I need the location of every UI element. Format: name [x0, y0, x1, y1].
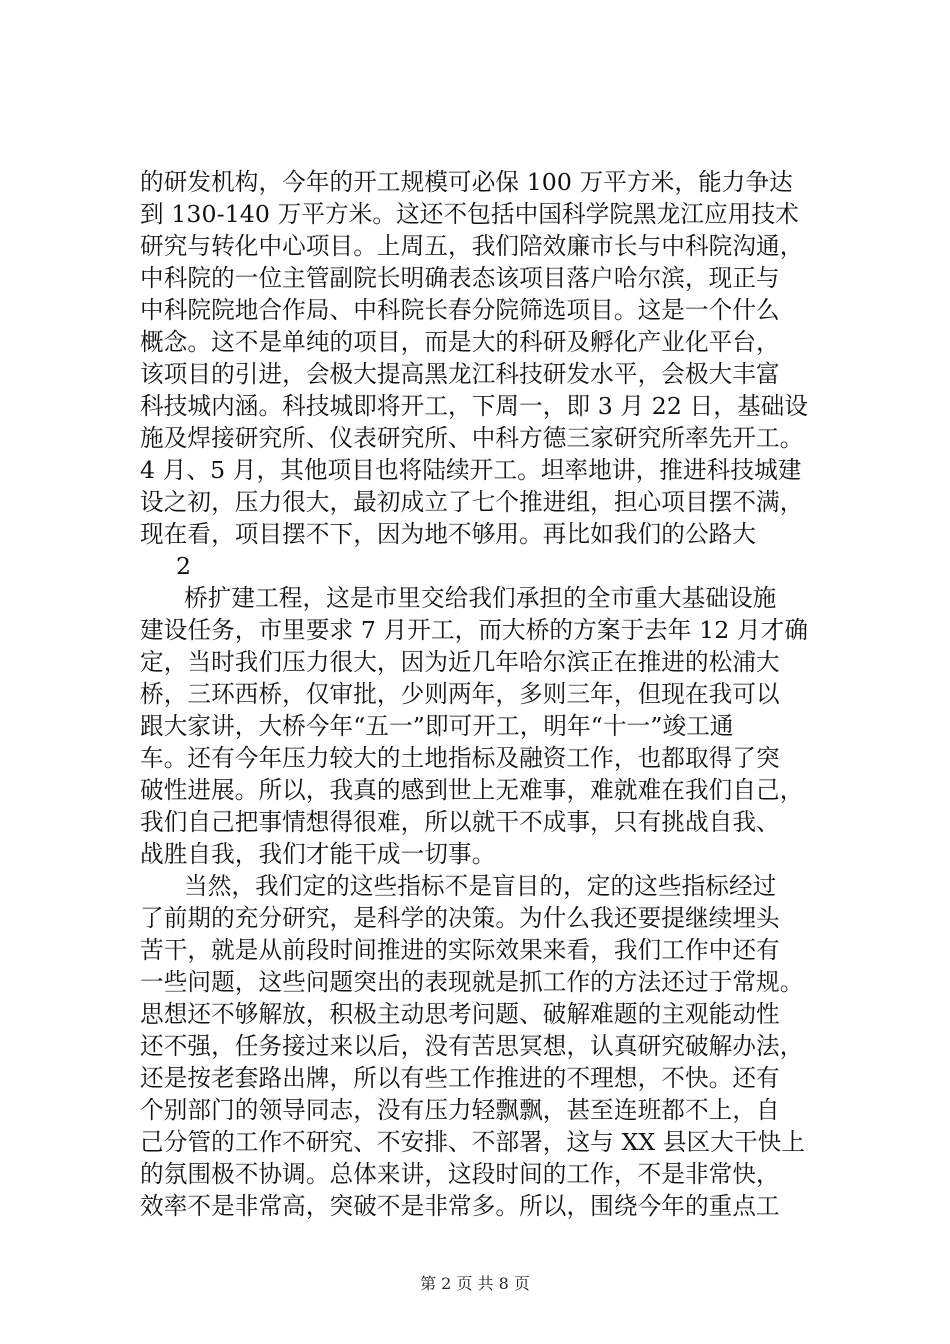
text-line: 跟大家讲，大桥今年“五一”即可开工，明年“十一”竣工通: [140, 712, 734, 740]
paragraph-3: [140, 870, 830, 1222]
inline-page-number: 2: [176, 552, 192, 580]
text-line: 我们自己把事情想得很难，所以就干不成事，只有挑战自我、: [140, 808, 780, 836]
text-line: 现在看，项目摆不下，因为地不够用。再比如我们的公路大: [140, 520, 757, 548]
text-line: 一些问题，这些问题突出的表现就是抓工作的方法还过于常规。: [140, 968, 804, 996]
text-line: 效率不是非常高，突破不是非常多。所以，围绕今年的重点工: [140, 1192, 780, 1220]
text-line: 还不强，任务接过来以后，没有苦思冥想，认真研究破解办法，: [140, 1032, 804, 1060]
text-line: 该项目的引进，会极大提高黑龙江科技研发水平，会极大丰富: [140, 360, 780, 388]
text-line: 中科院院地合作局、中科院长春分院筛选项目。这是一个什么: [140, 296, 780, 324]
paragraph-1: [140, 166, 830, 550]
text-line: 建设任务，市里要求 7 月开工，而大桥的方案于去年 12 月才确: [140, 616, 809, 644]
text-line: 还是按老套路出牌，所以有些工作推进的不理想，不快。还有: [140, 1064, 780, 1092]
text-line: 己分管的工作不研究、不安排、不部署，这与 XX 县区大干快上: [140, 1128, 806, 1156]
text-line: 的研发机构，今年的开工规模可必保 100 万平方米，能力争达: [140, 168, 793, 196]
text-line: 的氛围极不协调。总体来讲，这段时间的工作，不是非常快，: [140, 1160, 780, 1188]
text-line: 概念。这不是单纯的项目，而是大的科研及孵化产业化平台，: [140, 328, 780, 356]
text-line: 桥，三环西桥，仅审批，少则两年，多则三年，但现在我可以: [140, 680, 780, 708]
text-line: 当然，我们定的这些指标不是盲目的，定的这些指标经过: [184, 872, 777, 900]
text-line: 施及焊接研究所、仪表研究所、中科方德三家研究所率先开工。: [140, 424, 804, 452]
text-line: 研究与转化中心项目。上周五，我们陪效廉市长与中科院沟通，: [140, 232, 804, 260]
paragraph-2: [140, 582, 830, 870]
document-body: [140, 166, 830, 1222]
text-line: 设之初，压力很大，最初成立了七个推进组，担心项目摆不满，: [140, 488, 804, 516]
text-line: 定，当时我们压力很大，因为近几年哈尔滨正在推进的松浦大: [140, 648, 780, 676]
text-line: 战胜自我，我们才能干成一切事。: [140, 840, 496, 868]
text-line: 到 130-140 万平方米。这还不包括中国科学院黑龙江应用技术: [140, 200, 799, 228]
text-line: 苦干，就是从前段时间推进的实际效果来看，我们工作中还有: [140, 936, 780, 964]
text-line: 科技城内涵。科技城即将开工，下周一，即 3 月 22 日，基础设: [140, 392, 809, 420]
text-line: 了前期的充分研究，是科学的决策。为什么我还要提继续埋头: [140, 904, 780, 932]
text-line: 思想还不够解放，积极主动思考问题、破解难题的主观能动性: [140, 1000, 780, 1028]
text-line: 4 月、5 月，其他项目也将陆续开工。坦率地讲，推进科技城建: [140, 456, 802, 484]
text-line: 车。还有今年压力较大的土地指标及融资工作，也都取得了突: [140, 744, 780, 772]
text-line: 中科院的一位主管副院长明确表态该项目落户哈尔滨，现正与: [140, 264, 780, 292]
page-footer: 第 2 页 共 8 页: [420, 1274, 530, 1293]
text-line: 个别部门的领导同志，没有压力轻飘飘，甚至连班都不上，自: [140, 1096, 780, 1124]
text-line: 桥扩建工程，这是市里交给我们承担的全市重大基础设施: [184, 584, 777, 612]
text-line: 破性进展。所以，我真的感到世上无难事，难就难在我们自己，: [140, 776, 804, 804]
